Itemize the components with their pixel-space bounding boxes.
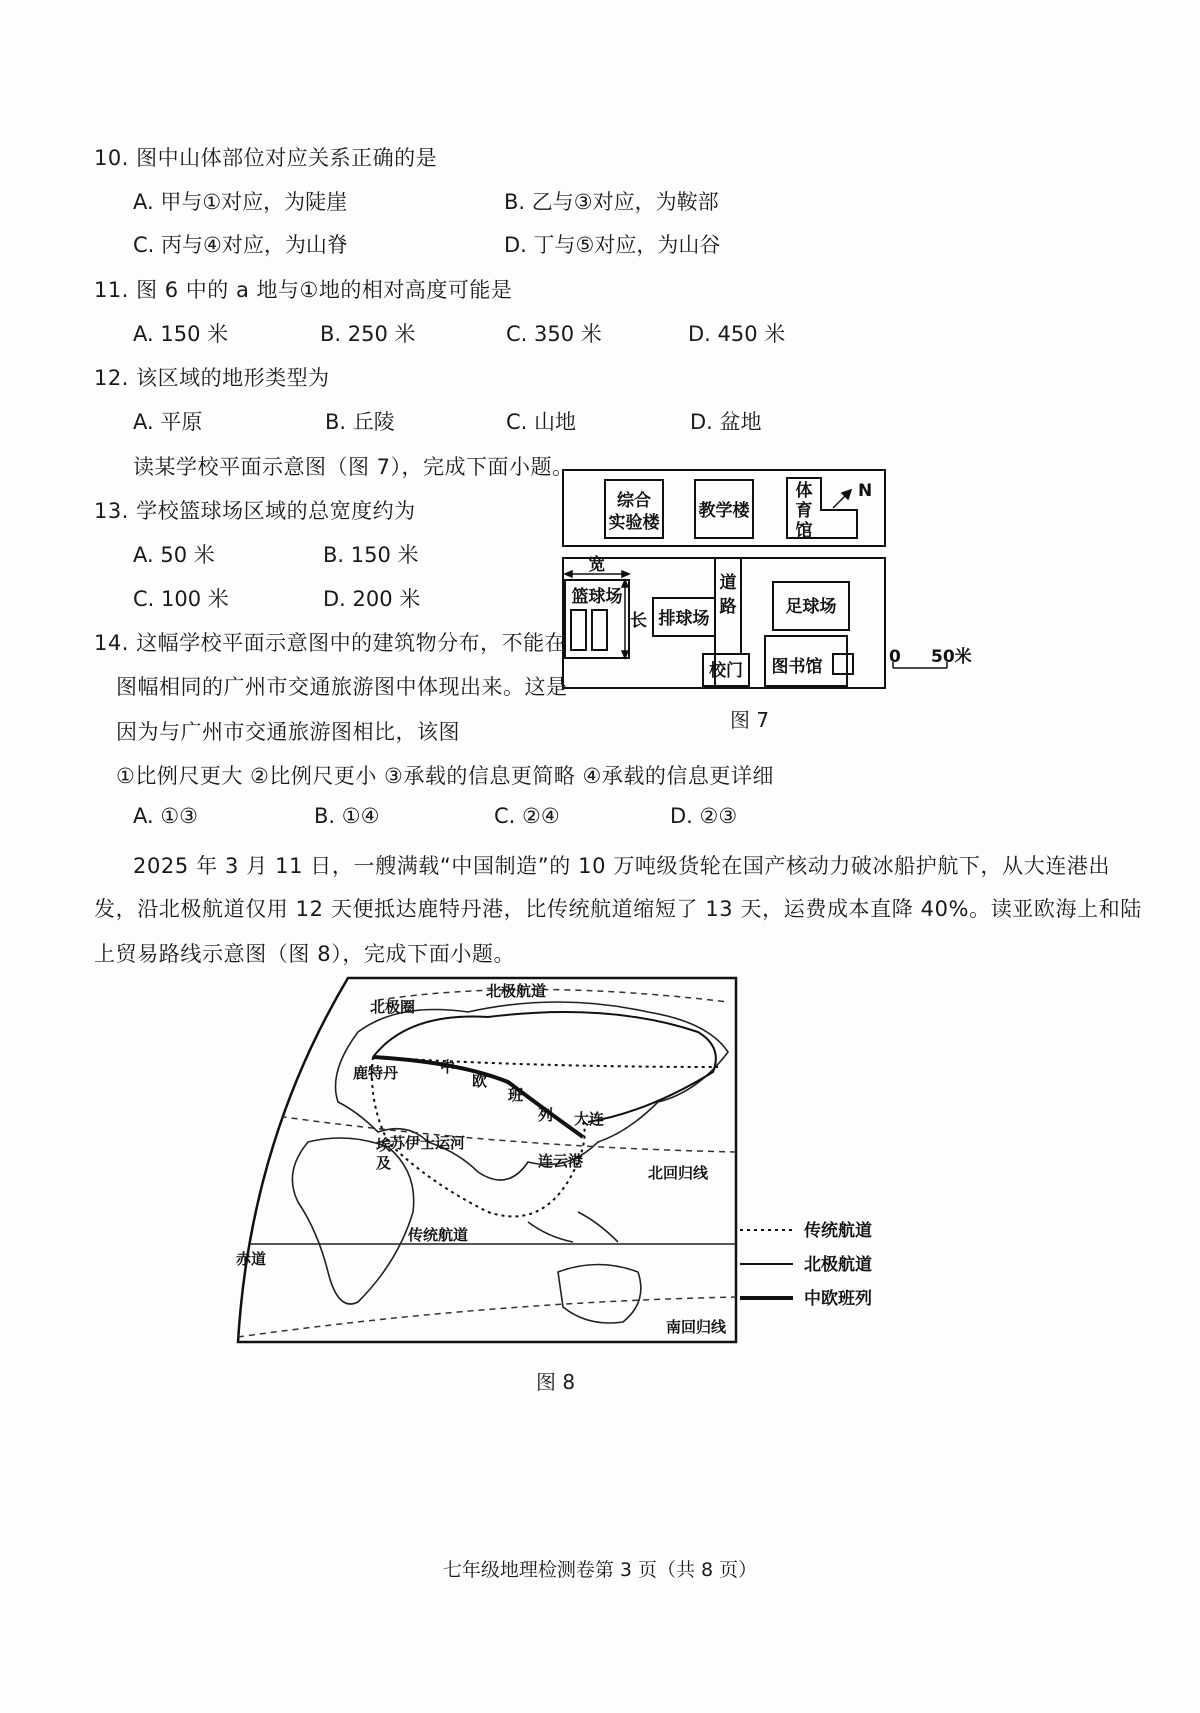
- fig8-arctic-circle-line: [378, 989, 728, 1002]
- fig8-label-tropic-cancer: 北回归线: [648, 1164, 709, 1182]
- q12-option-c: C. 山地: [506, 410, 577, 434]
- fig7-gym-label-2: 育: [795, 501, 813, 521]
- fig8-label-equator: 赤道: [236, 1250, 267, 1268]
- q12-stem: 12. 该区域的地形类型为: [94, 366, 330, 390]
- q11-option-b: B. 250 米: [320, 322, 416, 346]
- fig8-china-europe-railway: [373, 1057, 583, 1137]
- q10-option-d: D. 丁与⑤对应，为山谷: [504, 233, 721, 257]
- fig8-label-lie: 列: [538, 1106, 554, 1124]
- fig8-label-suez: 苏伊士运河: [390, 1134, 466, 1152]
- q10-option-a: A. 甲与①对应，为陡崖: [133, 190, 348, 214]
- fig8-label-rotterdam: 鹿特丹: [353, 1064, 399, 1082]
- fig8-legend-arctic: 北极航道: [804, 1255, 872, 1275]
- fig7-scale-0: 0: [889, 647, 901, 667]
- fig8-label-dalian: 大连: [574, 1110, 605, 1128]
- fig7-road-label-1: 道: [719, 573, 737, 593]
- fig7-gate-label: 校门: [709, 661, 743, 681]
- q14-option-c: C. ②④: [494, 804, 560, 828]
- fig7-width-label: 宽: [588, 555, 606, 575]
- fig8-label-arctic-route: 北极航道: [486, 982, 547, 1000]
- fig8-label-ou: 欧: [472, 1072, 488, 1090]
- fig7-length-label: 长: [630, 611, 647, 631]
- fig7-library-label: 图书馆: [771, 657, 823, 677]
- q14-stem-line3: 因为与广州市交通旅游图相比，该图: [116, 720, 460, 744]
- fig7-gym-label-1: 体: [795, 481, 813, 501]
- fig7-football-label: 足球场: [785, 597, 837, 617]
- fig7-scale-50: 50米: [931, 647, 972, 667]
- passage-line-3: 上贸易路线示意图（图 8），完成下面小题。: [94, 942, 516, 966]
- q14-items: ①比例尺更大 ②比例尺更小 ③承载的信息更简略 ④承载的信息更详细: [116, 764, 774, 788]
- fig8-label-arctic-circle: 北极圈: [370, 998, 416, 1016]
- fig8-tropic-capricorn-line: [238, 1297, 738, 1337]
- fig8-caption: 图 8: [536, 1370, 576, 1394]
- fig7-lab-label-1: 综合: [617, 491, 651, 511]
- q13-option-a: A. 50 米: [133, 543, 215, 567]
- fig8-label-egypt-2: 及: [376, 1154, 392, 1172]
- fig7-road-label-2: 路: [719, 597, 737, 617]
- fig7-lab-label-2: 实验楼: [608, 513, 660, 533]
- fig8-trade-route-map: [228, 972, 888, 1352]
- fig8-label-lianyungang: 连云港: [538, 1152, 584, 1170]
- fig8-label-tropic-capricorn: 南回归线: [666, 1318, 727, 1336]
- q13-option-d: D. 200 米: [323, 587, 421, 611]
- q14-stem-line1: 14. 这幅学校平面示意图中的建筑物分布，不能在: [94, 631, 567, 655]
- q10-stem: 10. 图中山体部位对应关系正确的是: [94, 146, 438, 170]
- fig7-basketball-label: 篮球场: [571, 587, 623, 607]
- fig8-label-egypt-1: 埃: [376, 1136, 392, 1154]
- q14-option-d: D. ②③: [670, 804, 738, 828]
- fig7-intro: 读某学校平面示意图（图 7），完成下面小题。: [133, 455, 574, 479]
- fig8-map-frame: [238, 978, 736, 1342]
- fig7-caption: 图 7: [730, 708, 770, 732]
- q13-option-b: B. 150 米: [323, 543, 419, 567]
- q14-option-b: B. ①④: [314, 804, 380, 828]
- q10-option-b: B. 乙与③对应，为鞍部: [504, 190, 719, 214]
- q13-option-c: C. 100 米: [133, 587, 229, 611]
- fig7-north-label: N: [858, 481, 873, 501]
- q11-stem: 11. 图 6 中的 a 地与①地的相对高度可能是: [94, 278, 513, 302]
- page-footer: 七年级地理检测卷第 3 页（共 8 页）: [442, 1559, 758, 1581]
- q12-option-d: D. 盆地: [690, 410, 762, 434]
- q12-option-b: B. 丘陵: [325, 410, 395, 434]
- passage-line-2: 发，沿北极航道仅用 12 天便抵达鹿特丹港，比传统航道缩短了 13 天，运费成本直降 40%。读亚欧海上和陆: [94, 897, 1142, 921]
- q11-option-c: C. 350 米: [506, 322, 602, 346]
- fig7-school-map: [555, 462, 995, 702]
- fig8-label-traditional-route: 传统航道: [408, 1226, 469, 1244]
- q14-stem-line2: 图幅相同的广州市交通旅游图中体现出来。这是: [116, 675, 568, 699]
- fig8-legend: [740, 1220, 872, 1309]
- fig7-teaching-label: 教学楼: [698, 501, 750, 521]
- passage-line-1: 2025 年 3 月 11 日，一艘满载“中国制造”的 10 万吨级货轮在国产核动力破冰船护航下，从大连港出: [133, 854, 1111, 878]
- q11-option-a: A. 150 米: [133, 322, 229, 346]
- q12-option-a: A. 平原: [133, 410, 203, 434]
- fig8-label-ban: 班: [508, 1086, 524, 1104]
- q11-option-d: D. 450 米: [688, 322, 786, 346]
- fig8-continents: [292, 1002, 728, 1323]
- fig8-legend-china-europe: 中欧班列: [804, 1289, 872, 1309]
- fig8-legend-traditional: 传统航道: [804, 1221, 872, 1241]
- q14-option-a: A. ①③: [133, 804, 198, 828]
- fig8-tropic-cancer-line: [248, 1112, 738, 1152]
- fig7-gym-label-3: 馆: [795, 521, 813, 541]
- q13-stem: 13. 学校篮球场区域的总宽度约为: [94, 499, 416, 523]
- fig8-label-zhong: 中: [440, 1058, 456, 1076]
- fig7-volleyball-label: 排球场: [658, 609, 710, 629]
- q10-option-c: C. 丙与④对应，为山脊: [133, 233, 348, 257]
